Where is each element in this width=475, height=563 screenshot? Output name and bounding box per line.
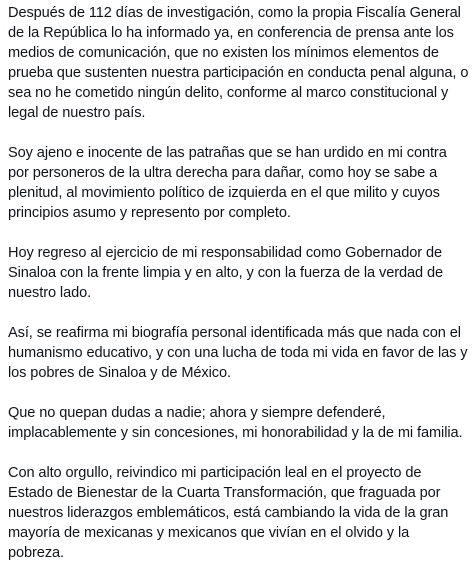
post-paragraph-5: Que no quepan dudas a nadie; ahora y siempre defenderé, implacablemente y sin concesiones, mi honorabilidad y la de mi familia.: [8, 405, 463, 441]
post-paragraph-6: Con alto orgullo, reivindico mi participación leal en el proyecto de Estado de Bienestar de la Cuarta Transformación, que fraguada por nuestros liderazgos emblemáticos, está cambiando la vida de la gran mayoría de mexicanas y mexicanos que vivían en el olvido y la pobreza.: [8, 465, 449, 561]
post-paragraph-3: Hoy regreso al ejercicio de mi responsabilidad como Gobernador de Sinaloa con la frente limpia y en alto, y con la fuerza de la verdad de nuestro lado.: [8, 245, 444, 301]
post-paragraph-2: Soy ajeno e inocente de las patrañas que se han urdido en mi contra por personeros de la ultra derecha para dañar, como hoy se sabe a plenitud, al movimiento político de izquierda en el que milito y cuyos principios asumo y represento por completo.: [8, 145, 447, 221]
post-paragraph-1: Después de 112 días de investigación, como la propia Fiscalía General de la República lo ha informado ya, en conferencia de prensa ante los medios de comunicación, que no existen los mínimos elementos de prueba que sustenten nuestra participación en conducta penal alguna, o sea no he cometido ningún delito, conforme al marco constitucional y legal de nuestro país.: [8, 5, 469, 121]
post-paragraph-4: Así, se reafirma mi biografía personal identificada más que nada con el humanismo educativo, y con una lucha de toda mi vida en favor de las y los pobres de Sinaloa y de México.: [8, 325, 468, 381]
